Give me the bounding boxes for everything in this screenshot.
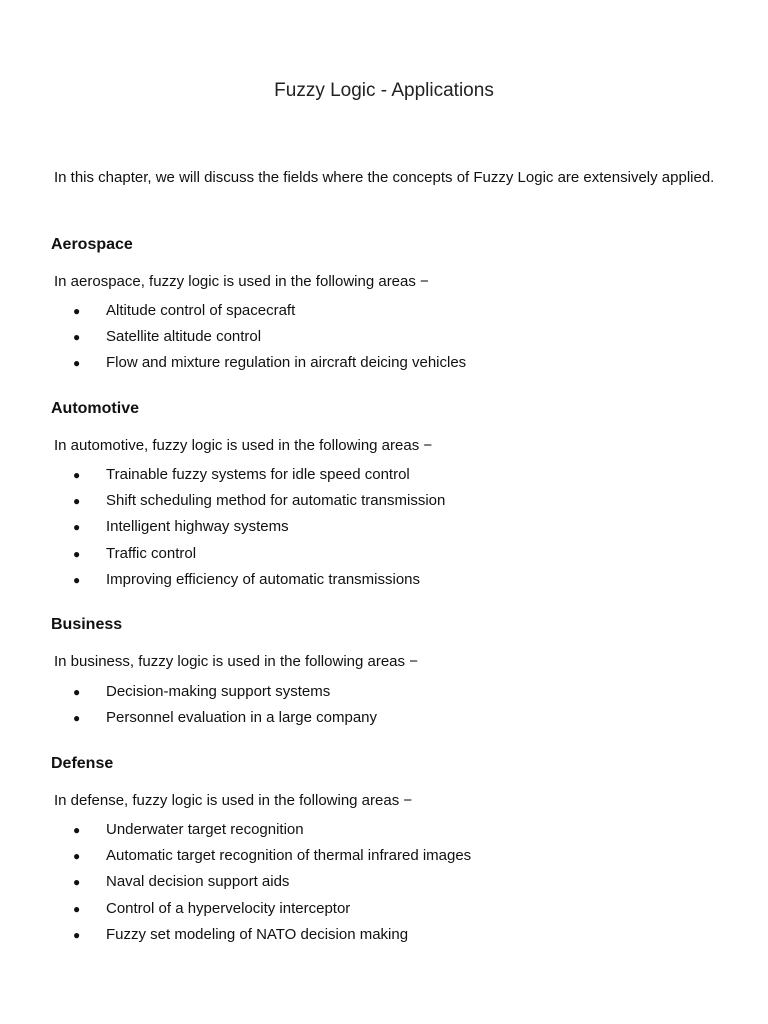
bullet-icon: ● bbox=[73, 330, 81, 345]
list-item bbox=[0, 488, 445, 514]
bullet-icon: ● bbox=[73, 927, 81, 942]
list-item bbox=[0, 896, 471, 922]
section-list-aerospace bbox=[0, 298, 466, 377]
bullet-icon: ● bbox=[73, 520, 81, 535]
bullet-icon: ● bbox=[73, 711, 81, 726]
list-item-text: Control of a hypervelocity interceptor bbox=[106, 899, 351, 917]
list-item bbox=[0, 679, 377, 705]
list-item bbox=[0, 298, 466, 324]
section-heading-business: Business bbox=[51, 616, 123, 633]
list-item bbox=[0, 541, 445, 567]
bullet-icon: ● bbox=[73, 823, 81, 837]
bullet-icon: ● bbox=[73, 356, 81, 371]
list-item bbox=[0, 567, 445, 593]
list-item-text: Underwater target recognition bbox=[106, 821, 304, 838]
section-list-automotive bbox=[0, 462, 445, 593]
list-item bbox=[0, 324, 466, 350]
intro-paragraph: In this chapter, we will discuss the fields where the concepts of Fuzzy Logic are extensively applied. bbox=[54, 169, 715, 186]
list-item-text: Trainable fuzzy systems for idle speed control bbox=[106, 466, 410, 483]
list-item-text: Decision-making support systems bbox=[106, 683, 331, 700]
list-item bbox=[0, 514, 445, 540]
page-title: Fuzzy Logic - Applications bbox=[274, 80, 494, 101]
list-item-text: Shift scheduling method for automatic transmission bbox=[106, 492, 446, 510]
list-item-text: Flow and mixture regulation in aircraft deicing vehicles bbox=[106, 354, 467, 372]
list-item bbox=[0, 869, 471, 895]
bullet-icon: ● bbox=[73, 572, 81, 587]
bullet-icon: ● bbox=[73, 685, 81, 699]
list-item-text: Traffic control bbox=[106, 544, 197, 562]
list-item-text: Naval decision support aids bbox=[106, 873, 290, 891]
section-lead-aerospace: In aerospace, fuzzy logic is used in the following areas − bbox=[54, 273, 429, 290]
list-item bbox=[0, 843, 471, 869]
list-item-text: Satellite altitude control bbox=[106, 328, 262, 346]
bullet-icon: ● bbox=[73, 901, 81, 916]
bullet-icon: ● bbox=[73, 875, 81, 890]
list-item-text: Personnel evaluation in a large company bbox=[106, 709, 378, 727]
list-item-text: Automatic target recognition of thermal infrared images bbox=[106, 847, 472, 865]
section-lead-business: In business, fuzzy logic is used in the following areas − bbox=[54, 653, 418, 670]
section-list-defense bbox=[0, 817, 471, 948]
bullet-icon: ● bbox=[73, 849, 81, 864]
list-item bbox=[0, 462, 445, 488]
section-heading-defense: Defense bbox=[51, 755, 114, 772]
section-heading-automotive: Automotive bbox=[51, 400, 139, 417]
bullet-icon: ● bbox=[73, 494, 81, 509]
section-heading-aerospace: Aerospace bbox=[51, 236, 133, 253]
bullet-icon: ● bbox=[73, 546, 81, 561]
section-list-business bbox=[0, 679, 377, 731]
list-item-text: Altitude control of spacecraft bbox=[106, 302, 296, 319]
section-lead-defense: In defense, fuzzy logic is used in the following areas − bbox=[54, 792, 413, 809]
list-item-text: Fuzzy set modeling of NATO decision making bbox=[106, 925, 409, 943]
section-lead-automotive: In automotive, fuzzy logic is used in the following areas − bbox=[54, 437, 433, 454]
bullet-icon: ● bbox=[73, 468, 81, 482]
bullet-icon: ● bbox=[73, 304, 81, 318]
list-item bbox=[0, 705, 377, 731]
list-item bbox=[0, 350, 466, 376]
list-item-text: Intelligent highway systems bbox=[106, 518, 289, 536]
list-item-text: Improving efficiency of automatic transmissions bbox=[106, 570, 421, 588]
list-item bbox=[0, 922, 471, 948]
list-item bbox=[0, 817, 471, 843]
